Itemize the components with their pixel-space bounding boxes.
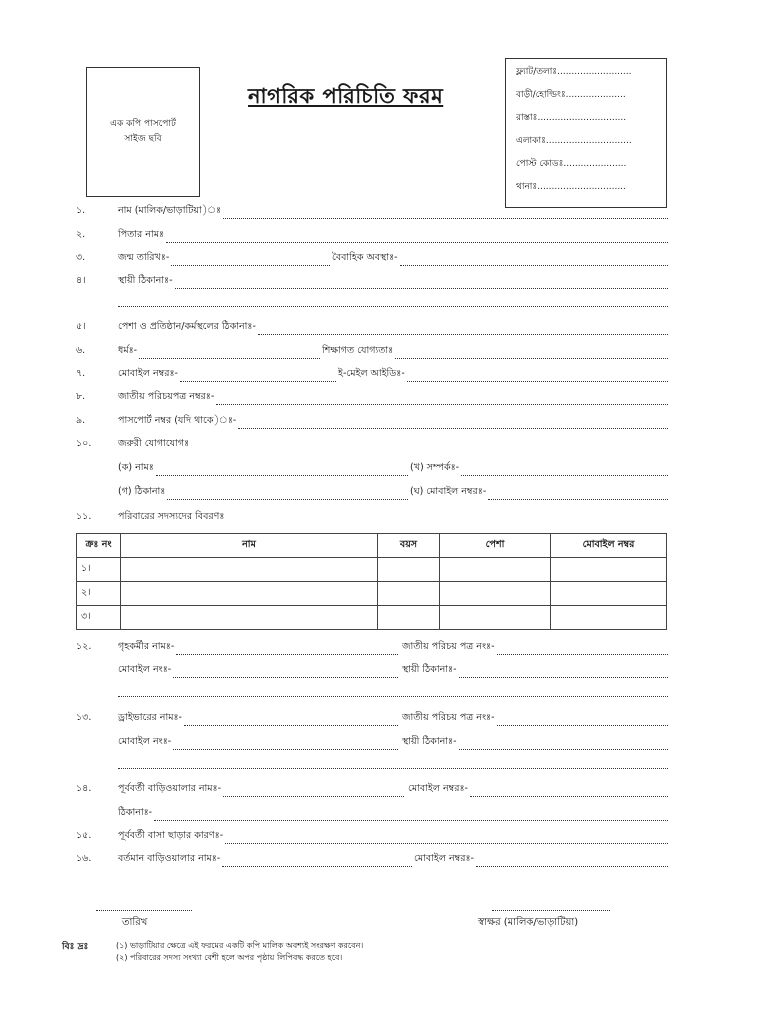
cell-age[interactable] bbox=[378, 558, 440, 582]
mobile-number-field[interactable]: মোবাইল নম্বরঃ- bbox=[118, 367, 336, 382]
prev-landlord-address-field[interactable]: ঠিকানাঃ- bbox=[118, 806, 668, 821]
field-number: ১৩. bbox=[76, 712, 92, 723]
field-row-12 bbox=[76, 640, 668, 656]
field-row-3 bbox=[76, 251, 668, 267]
field-number: ১৪. bbox=[76, 783, 92, 794]
father-name-field[interactable]: পিতার নামঃ bbox=[118, 228, 668, 243]
col-mobile: মোবাইল নম্বর bbox=[551, 534, 667, 558]
housemaid-row-2 bbox=[76, 663, 668, 679]
driver-row-2 bbox=[76, 735, 668, 751]
field-row-4 bbox=[76, 274, 668, 290]
date-line[interactable] bbox=[96, 898, 192, 911]
name-field[interactable]: নাম (মালিক/ভাড়াটিয়া)ঃ bbox=[118, 204, 668, 219]
row-serial: ৩। bbox=[77, 606, 121, 630]
passport-field[interactable]: পাসপোর্ট নম্বর (যদি থাকে)ঃ- bbox=[118, 414, 668, 429]
permanent-address-line2[interactable] bbox=[76, 296, 668, 312]
family-members-label: পরিবারের সদস্যদের বিবরণঃ bbox=[118, 511, 225, 522]
permanent-address-field[interactable]: স্থায়ী ঠিকানাঃ- bbox=[118, 274, 668, 289]
table-row bbox=[77, 558, 667, 582]
col-serial: ক্রঃ নং bbox=[77, 534, 121, 558]
driver-address-field[interactable]: স্থায়ী ঠিকানাঃ- bbox=[402, 735, 668, 750]
field-number: ১. bbox=[76, 205, 86, 216]
emergency-contact-label: জরুরী যোগাযোগঃ bbox=[118, 438, 190, 449]
address-field-holding[interactable]: বাড়ী/হোল্ডিংঃ..................... bbox=[516, 90, 626, 100]
housemaid-address-field[interactable]: স্থায়ী ঠিকানাঃ- bbox=[402, 663, 668, 678]
family-members-table bbox=[76, 533, 667, 630]
prev-landlord-name-field[interactable]: পূর্ববর্তী বাড়িওয়ালার নামঃ- bbox=[118, 782, 404, 797]
field-number: ৫। bbox=[76, 321, 86, 332]
emergency-row-1 bbox=[76, 461, 668, 477]
field-row-5 bbox=[76, 320, 668, 336]
field-row-10 bbox=[76, 437, 668, 453]
prev-landlord-mobile-field[interactable]: মোবাইল নম্বরঃ- bbox=[408, 782, 668, 797]
col-occupation: পেশা bbox=[440, 534, 551, 558]
nid-field[interactable]: জাতীয় পরিচয়পত্র নম্বরঃ- bbox=[118, 390, 668, 405]
field-row-1 bbox=[76, 204, 668, 220]
housemaid-mobile-field[interactable]: মোবাইল নংঃ- bbox=[118, 663, 398, 678]
current-landlord-mobile-field[interactable]: মোবাইল নম্বরঃ- bbox=[414, 852, 668, 867]
address-field-road[interactable]: রাস্তাঃ............................... bbox=[516, 113, 627, 123]
address-field-thana[interactable]: থানাঃ............................... bbox=[516, 182, 626, 192]
field-row-2 bbox=[76, 228, 668, 244]
col-age: বয়স bbox=[378, 534, 440, 558]
emergency-relation-field[interactable]: (খ) সম্পর্কঃ- bbox=[410, 461, 668, 476]
note-1: (১) ভাড়াটিয়ার ক্ষেত্রে এই ফরমের একটি কপি মালিক অবশ্যই সংরক্ষণ করবেন। bbox=[116, 941, 364, 950]
form-title: নাগরিক পরিচিতি ফরম bbox=[248, 84, 444, 108]
cell-occupation[interactable] bbox=[440, 558, 551, 582]
leaving-reason-field[interactable]: পূর্ববর্তী বাসা ছাড়ার কারণঃ- bbox=[118, 829, 668, 844]
occupation-address-field[interactable]: পেশা ও প্রতিষ্ঠান/কর্মস্থলের ঠিকানাঃ- bbox=[118, 320, 668, 335]
housemaid-nid-field[interactable]: জাতীয় পরিচয় পত্র নংঃ- bbox=[402, 640, 668, 655]
housemaid-name-field[interactable]: গৃহকর্মীর নামঃ- bbox=[118, 640, 398, 655]
field-number: ৮. bbox=[76, 391, 86, 402]
emergency-address-field[interactable]: (গ) ঠিকানাঃ bbox=[118, 485, 408, 500]
religion-field[interactable]: ধর্মঃ- bbox=[118, 344, 320, 359]
field-number: ১৫. bbox=[76, 830, 92, 841]
note-prefix: বিঃ দ্রঃ bbox=[62, 942, 89, 952]
field-row-11 bbox=[76, 510, 668, 526]
photo-caption-line2: সাইজ ছবি bbox=[124, 134, 162, 144]
field-row-14 bbox=[76, 782, 668, 798]
prev-landlord-row-2 bbox=[76, 806, 668, 822]
emergency-row-2 bbox=[76, 485, 668, 501]
signature-line[interactable] bbox=[492, 898, 610, 911]
photo-caption-line1: এক কপি পাসপোর্ট bbox=[110, 119, 176, 129]
signature-label: স্বাক্ষর (মালিক/ভাড়াটিয়া) bbox=[478, 917, 579, 928]
driver-address-line2[interactable] bbox=[76, 758, 668, 774]
date-label: তারিখ bbox=[122, 917, 148, 928]
field-number: ৪। bbox=[76, 275, 86, 286]
field-number: ২. bbox=[76, 229, 86, 240]
col-name: নাম bbox=[121, 534, 378, 558]
driver-nid-field[interactable]: জাতীয় পরিচয় পত্র নংঃ- bbox=[402, 711, 668, 726]
field-row-7 bbox=[76, 367, 668, 383]
field-row-8 bbox=[76, 390, 668, 406]
housemaid-address-line2[interactable] bbox=[76, 686, 668, 702]
table-row bbox=[77, 582, 667, 606]
address-box bbox=[505, 58, 667, 208]
cell-mobile[interactable] bbox=[551, 606, 667, 630]
birth-date-field[interactable]: জন্ম তারিখঃ- bbox=[118, 251, 330, 266]
driver-name-field[interactable]: ড্রাইভারের নামঃ- bbox=[118, 711, 398, 726]
cell-mobile[interactable] bbox=[551, 582, 667, 606]
field-row-9 bbox=[76, 414, 668, 430]
address-field-area[interactable]: এলাকাঃ.............................. bbox=[516, 136, 632, 146]
field-number: ১০. bbox=[76, 438, 92, 449]
field-number: ১১. bbox=[76, 511, 92, 522]
table-header-row bbox=[77, 534, 667, 558]
photo-placeholder bbox=[86, 67, 200, 197]
email-field[interactable]: ই-মেইল আইডিঃ- bbox=[338, 367, 668, 382]
field-row-13 bbox=[76, 711, 668, 727]
field-number: ১২. bbox=[76, 641, 92, 652]
cell-name[interactable] bbox=[121, 582, 378, 606]
row-serial: ১। bbox=[77, 558, 121, 582]
education-field[interactable]: শিক্ষাগত যোগ্যতাঃ bbox=[322, 344, 668, 359]
emergency-name-field[interactable]: (ক) নামঃ bbox=[118, 461, 408, 476]
marital-status-field[interactable]: বৈবাহিক অবস্থাঃ- bbox=[332, 251, 668, 266]
note-2: (২) পরিবারের সদস্য সংখ্যা বেশী হলে অপর পৃষ্ঠায় লিপিবদ্ধ করতে হবে। bbox=[116, 953, 343, 962]
cell-age[interactable] bbox=[378, 606, 440, 630]
emergency-mobile-field[interactable]: (ঘ) মোবাইল নম্বরঃ- bbox=[410, 485, 668, 500]
cell-mobile[interactable] bbox=[551, 558, 667, 582]
field-row-6 bbox=[76, 344, 668, 360]
address-field-postcode[interactable]: পোস্ট কোডঃ...................... bbox=[516, 159, 627, 169]
driver-mobile-field[interactable]: মোবাইল নংঃ- bbox=[118, 735, 398, 750]
address-field-flat[interactable]: ফ্ল্যাট/তলাঃ.......................... bbox=[516, 67, 632, 77]
row-serial: ২। bbox=[77, 582, 121, 606]
field-number: ৭. bbox=[76, 368, 86, 379]
cell-age[interactable] bbox=[378, 582, 440, 606]
field-number: ৯. bbox=[76, 415, 86, 426]
current-landlord-name-field[interactable]: বর্তমান বাড়িওয়ালার নামঃ- bbox=[118, 852, 412, 867]
cell-occupation[interactable] bbox=[440, 582, 551, 606]
cell-occupation[interactable] bbox=[440, 606, 551, 630]
field-row-15 bbox=[76, 829, 668, 845]
field-number: ৩. bbox=[76, 252, 86, 263]
cell-name[interactable] bbox=[121, 606, 378, 630]
cell-name[interactable] bbox=[121, 558, 378, 582]
field-number: ৬. bbox=[76, 345, 86, 356]
table-row bbox=[77, 606, 667, 630]
field-row-16 bbox=[76, 852, 668, 868]
field-number: ১৬. bbox=[76, 853, 92, 864]
